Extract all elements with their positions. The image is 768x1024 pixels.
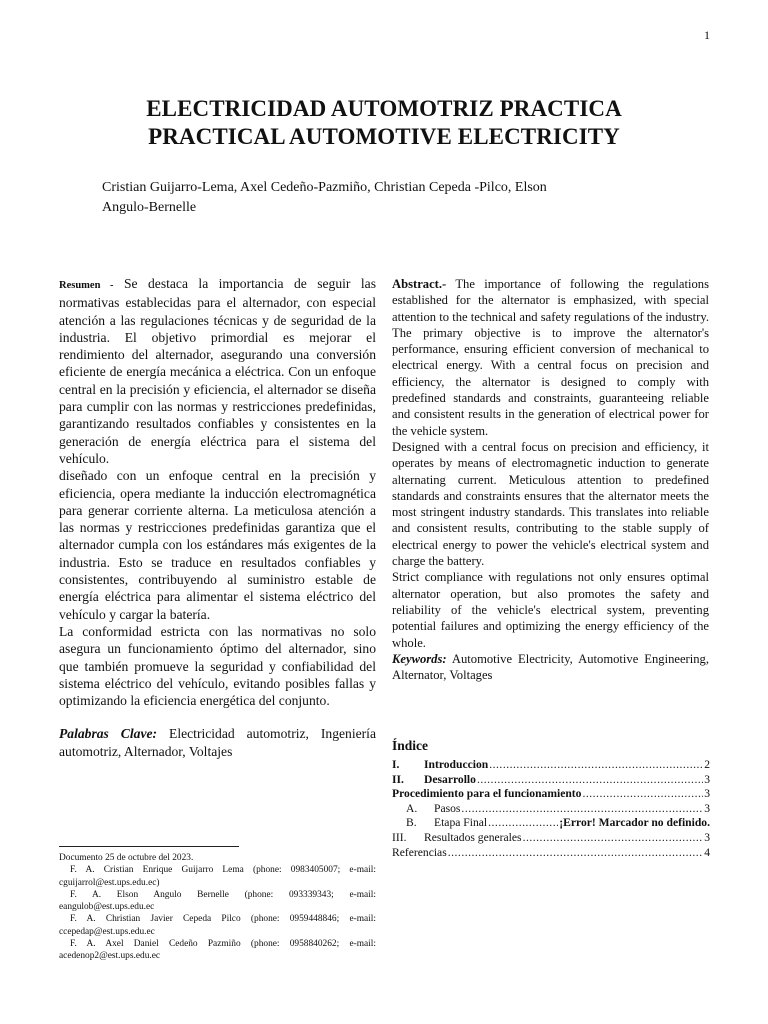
toc-dot-leader: [489, 758, 703, 773]
footnote-author-3: F. A. Christian Javier Cepeda Pilco (phone: 0959448846; e-mail: ccepedap@est.ups.edu.ec: [59, 914, 376, 937]
footnotes: [59, 846, 376, 963]
toc-entry-page: 3: [704, 787, 710, 801]
toc-entry-page: 3: [704, 830, 710, 844]
toc-entry-page: 3: [704, 801, 710, 815]
footnote-divider: [59, 846, 239, 847]
toc-entry-page: 2: [704, 758, 710, 771]
keywords-text: Automotive Electricity, Automotive Engineering, Alternator, Voltages: [392, 651, 709, 683]
toc-dot-leader: [448, 846, 703, 861]
toc-entry[interactable]: [392, 758, 710, 773]
resumen-paragraph-1: [59, 275, 376, 467]
resumen-column: [59, 275, 376, 760]
footnote-author-2: F. A. Elson Angulo Bernelle (phone: 093339343; e-mail: eangulob@est.ups.edu.ec: [59, 889, 376, 913]
resumen-text-1: Se destaca la importancia de seguir las normativas establecidas para el alternador, con especial atención a las regulaciones técnicas y de seguridad de la industria. El objetivo primordial es mejorar el rendimiento del alternador, asegurando una conversión eficiente de energía mecánica a eléctrica. Con un enfoque central en la precisión y eficiencia, el alternador se diseña para cumplir con las normas y restricciones predefinidas, garantizando resultados confiables y consistentes en la generación de energía eléctrica para el sistema del vehículo.: [59, 276, 376, 466]
toc-entry-page: ¡Error! Marcador no definido.: [559, 816, 710, 830]
toc-entry-label: Procedimiento para el funcionamiento: [392, 787, 582, 801]
resumen-label: Resumen -: [59, 280, 114, 291]
abstract-text-1: The importance of following the regulations established for the alternator is emphasized, with special attention to the technical and safety regulations of the industry. The primary objective is to improve the alternator's performance, ensuring efficient conversion of mechanical to electrical energy. With a central focus on precision and efficiency, the alternator is designed to comply with predefined standards and constraints, guaranteeing reliable and consistent results in the generation of electrical power for the vehicle system.: [392, 277, 710, 438]
abstract-paragraph-2: Designed with a central focus on precision and efficiency, it operates by means of electromagnetic induction to generate alternating current. Meticulous attention to predefined standards and constraints ensures that the alternator meets the most stringent industry standards. This translates into reliable and consistent results, contributing to the stable supply of electrical energy to power the vehicle's electrical system and charge the battery.: [392, 439, 709, 569]
toc-entry-label: Introduccion: [424, 758, 489, 771]
toc-entry-number: III.: [392, 830, 407, 844]
palabras-clave-label: Palabras Clave:: [59, 726, 158, 742]
toc-entry-number: B.: [406, 816, 417, 830]
title-spanish: ELECTRICIDAD AUTOMOTRIZ PRACTICA: [146, 96, 622, 121]
paper-title: [60, 95, 708, 151]
author-list: Cristian Guijarro-Lema, Axel Cedeño-Pazmiño, Christian Cepeda -Pilco, Elson Angulo-Bernelle: [102, 180, 547, 215]
toc-dot-leader: [523, 831, 704, 846]
palabras-clave: [59, 725, 376, 760]
abstract-paragraph-1: [392, 276, 709, 439]
keywords: [392, 651, 709, 684]
toc-entry-page: 4: [704, 845, 710, 859]
footnote-author-4: F. A. Axel Daniel Cedeño Pazmiño (phone: 0958840262; e-mail: acedenop2@est.ups.edu.ec: [59, 939, 376, 962]
toc-entry[interactable]: [392, 816, 710, 831]
toc-entry-label: Pasos: [434, 801, 461, 815]
resumen-paragraph-2: diseñado con un enfoque central en la precisión y eficiencia, opera mediante la inducción electromagnética para generar corriente alterna. La meticulosa atención a las normas y restricciones predefinidas garantiza que el alternador cumpla con los estándares más exigentes de la industria. Esto se traduce en resultados confiables y consistentes, contribuyendo al suministro estable de energía eléctrica para alimentar el sistema eléctrico del vehículo y cargar la batería.: [59, 468, 376, 622]
footnote-author-1: F. A. Cristian Enrique Guijarro Lema (phone: 0983405007; e-mail: cguijarrol@est.ups.edu.ec): [59, 865, 376, 888]
toc-dot-leader: [488, 816, 558, 831]
toc-entry[interactable]: [392, 831, 710, 846]
toc-entry-number: A.: [406, 801, 418, 815]
toc-title: Índice: [392, 738, 429, 753]
title-english: PRACTICAL AUTOMOTIVE ELECTRICITY: [148, 124, 620, 149]
resumen-paragraph-3: La conformidad estricta con las normativas no solo asegura un funcionamiento óptimo del alternador, sino que también promueve la seguridad y confiabilidad del sistema eléctrico del vehículo, evitando posibles fallas y optimizando la eficiencia energética del conjunto.: [59, 623, 376, 709]
palabras-clave-text: Electricidad automotriz, Ingeniería automotriz, Alternador, Voltajes: [59, 726, 376, 759]
toc-entry-label: Referencias: [392, 845, 447, 859]
abstract-paragraph-3: Strict compliance with regulations not only ensures optimal alternator operation, but also promotes the safety and reliability of the vehicle's electrical system, preventing potential failures and optimizing the energy efficiency of the whole.: [392, 570, 709, 650]
table-of-contents: [392, 738, 710, 860]
toc-entry-page: 3: [704, 772, 710, 786]
toc-entry-label: Desarrollo: [424, 772, 476, 786]
toc-dot-leader: [461, 802, 703, 817]
toc-entry[interactable]: [392, 787, 710, 802]
abstract-label: Abstract.-: [392, 277, 447, 291]
page-number: 1: [704, 28, 710, 42]
toc-dot-leader: [477, 773, 703, 788]
toc-entry[interactable]: [392, 773, 710, 788]
toc-entry[interactable]: [392, 802, 710, 817]
toc-dot-leader: [582, 787, 703, 802]
toc-entry[interactable]: [392, 846, 710, 861]
toc-entry-number: I.: [392, 758, 400, 771]
abstract-column: [392, 276, 709, 683]
toc-entry-number: II.: [392, 772, 404, 786]
toc-entry-label: Etapa Final: [434, 816, 488, 830]
toc-entry-label: Resultados generales: [424, 830, 522, 844]
footnote-date: Documento 25 de octubre del 2023.: [59, 853, 194, 863]
keywords-label: Keywords:: [392, 651, 447, 666]
